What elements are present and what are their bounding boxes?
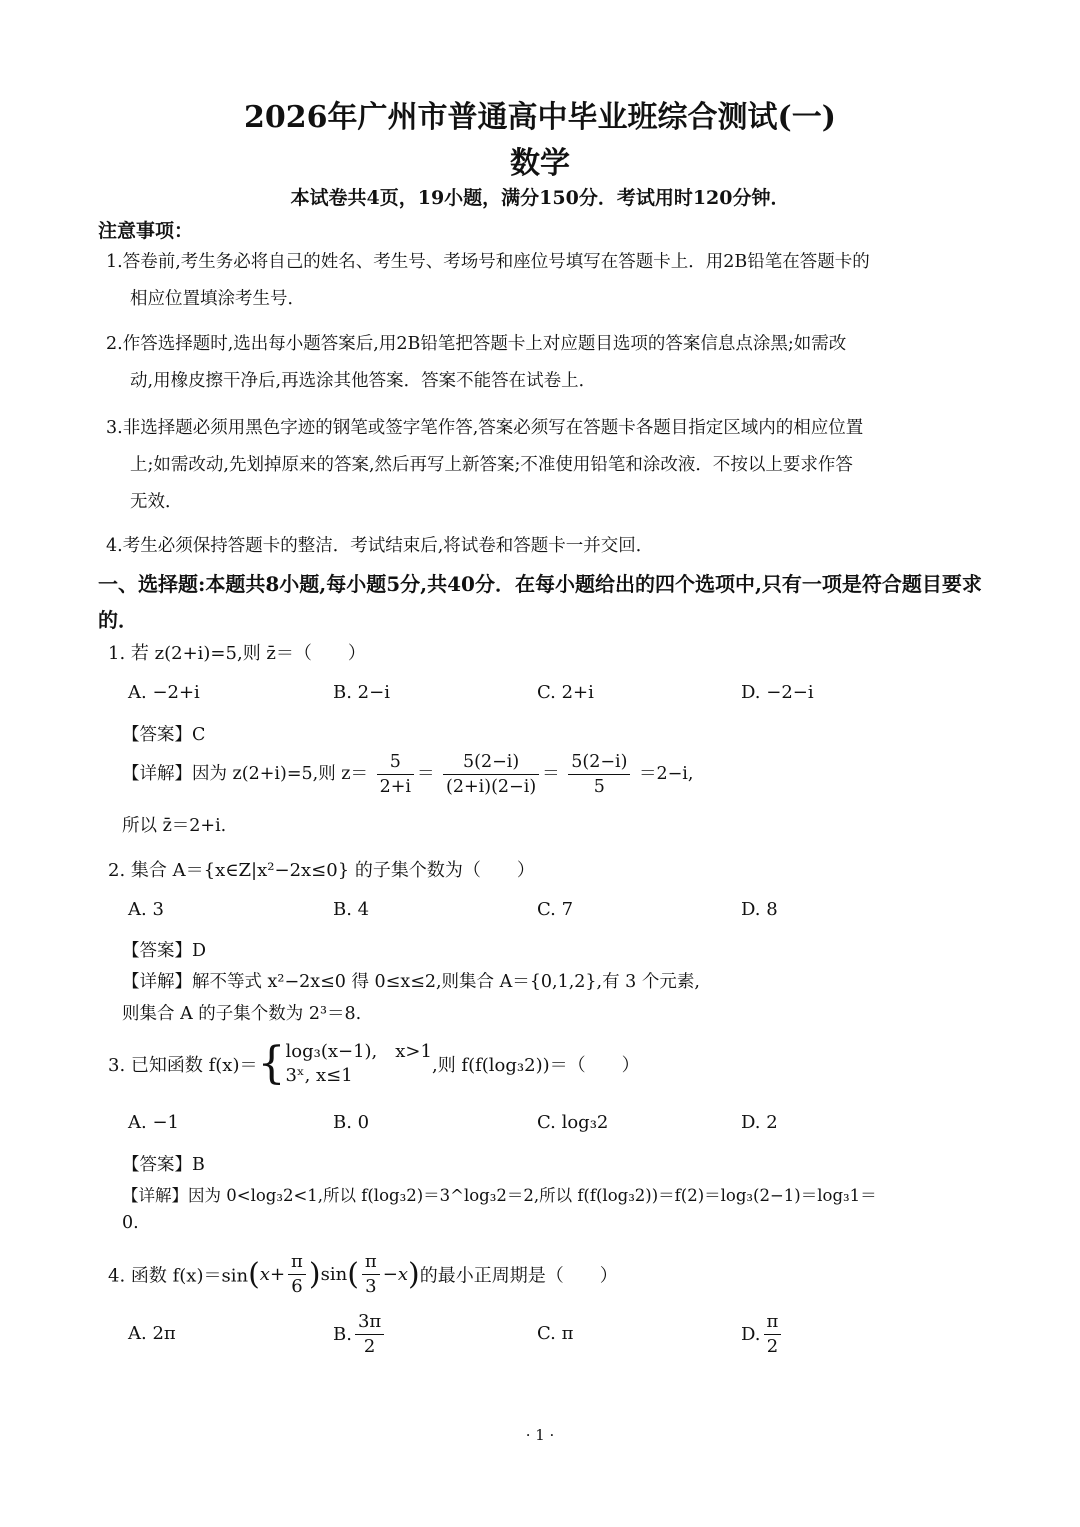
q3-stem-prefix: 3. 已知函数 f(x)＝ (108, 1055, 258, 1076)
notice-item-2-line1: 2.作答选择题时,选出每小题答案后,用2B铅笔把答题卡上对应题目选项的答案信息点涂黑;如需改 (106, 334, 847, 354)
question-3-option-b: B. 0 (333, 1112, 370, 1133)
q1-f2-num: 5(2−i) (443, 752, 539, 775)
question-2-option-c: C. 7 (537, 899, 574, 920)
q4-a-den: 6 (291, 1276, 303, 1297)
notice-item-2 (106, 326, 986, 400)
q3-stem-suffix: ,则 f(f(log₃2))＝（ ） (431, 1055, 640, 1076)
q4-a-num: π (288, 1252, 306, 1275)
q1-f2-den: (2+i)(2−i) (446, 777, 537, 797)
question-2-option-b: B. 4 (333, 899, 370, 920)
notice-item-3-line2: 上;如需改动,先划掉原来的答案,然后再写上新答案;不准使用铅笔和涂改液．不按以上要求作答 (130, 455, 853, 475)
q4-fraction-b (362, 1252, 380, 1297)
question-1-option-d: D. −2−i (741, 682, 814, 703)
question-2-detail-line2: 则集合 A 的子集个数为 2³＝8. (122, 1004, 362, 1024)
question-1-option-a: A. −2+i (128, 682, 200, 703)
q4-option-b-fraction (355, 1312, 384, 1357)
q4-optd-den: 2 (766, 1336, 779, 1357)
q4-stem-prefix: 4. 函数 f(x)＝sin (108, 1265, 249, 1287)
notice-item-3-line1: 3.非选择题必须用黑色字迹的钢笔或签字笔作答,答案必须写在答题卡各题目指定区域内的相应位置 (106, 418, 864, 438)
q4-optd-num: π (764, 1312, 782, 1335)
q1-f1-den: 2+i (379, 777, 411, 797)
q1-detail-prefix: 【详解】因为 z(2+i)=5,则 z＝ (122, 764, 368, 784)
question-3-stem (108, 1040, 640, 1088)
notice-item-1-line2: 相应位置填涂考生号． (130, 289, 305, 309)
question-1-detail: 【详解】因为 z(2+i)=5,则 z＝ $\frac{5}{2+i}$ ＝ $\frac{5(2-i)}{(2+i)(2-i)}$ ＝ $\frac{5(2-i)}{5}$ ＝2−i, (122, 752, 694, 797)
notice-item-1-line1: 1.答卷前,考生务必将自己的姓名、考生号、考场号和座位号填写在答题卡上．用2B铅笔在答题卡的 (106, 252, 870, 272)
q4-optb-num: 3π (355, 1312, 384, 1335)
notice-item-2-line2: 动,用橡皮擦干净后,再选涂其他答案．答案不能答在试卷上． (130, 371, 597, 391)
question-3-detail-line2: 0. (122, 1213, 139, 1233)
question-4-option-b (333, 1312, 387, 1357)
notice-item-4 (106, 528, 986, 565)
q4-option-b-label: B. (333, 1324, 352, 1345)
q4-b-den: 3 (365, 1276, 377, 1297)
question-4-option-c: C. π (537, 1323, 574, 1344)
q1-f1-num: 5 (377, 752, 414, 775)
q4-option-d-label: D. (741, 1324, 761, 1345)
exam-info: 本试卷共4页，19小题，满分150分．考试用时120分钟． (290, 187, 790, 209)
question-2-stem: 2. 集合 A＝{x∈Z|x²−2x≤0} 的子集个数为（ ） (108, 860, 535, 881)
question-1-stem: 1. 若 z(2+i)=5,则 z̄＝（ ） (108, 643, 366, 664)
q1-fraction-3 (568, 752, 630, 797)
question-1-detail-line2: 所以 z̄＝2+i. (122, 816, 227, 836)
question-3-option-d: D. 2 (741, 1112, 778, 1133)
question-4-stem: 4. 函数 f(x)＝sin(x+ $\frac{\pi}{6}$ )sin( $\frac{\pi}{3}$ −x)的最小正周期是（ ） (108, 1251, 618, 1297)
q3-piecewise (285, 1040, 431, 1088)
q4-optb-den: 2 (363, 1336, 376, 1357)
question-4-option-d (741, 1312, 784, 1357)
q3-case-1: log₃(x−1), x>1 (285, 1041, 432, 1062)
section-1-heading: 一、选择题:本题共8小题,每小题5分,共40分．在每小题给出的四个选项中,只有一项是符合题目要求的． (98, 572, 982, 632)
notice-item-3 (106, 410, 986, 521)
q1-detail-suffix: ＝2−i, (639, 764, 694, 784)
q4-option-d-fraction (764, 1312, 782, 1357)
notice-item-3-line3: 无效． (130, 492, 183, 512)
q1-fraction-2 (443, 752, 539, 797)
q4-stem-suffix: 的最小正周期是（ ） (419, 1265, 618, 1287)
q4-fraction-a (288, 1252, 306, 1297)
q1-f3-den: 5 (593, 777, 605, 797)
question-2-option-a: A. 3 (128, 899, 164, 920)
page-number: · 1 · (525, 1426, 555, 1444)
notice-heading: 注意事项： (98, 220, 194, 242)
question-4-option-a: A. 2π (128, 1323, 176, 1344)
q3-case-2: 3ˣ, x≤1 (285, 1065, 353, 1086)
subject-title: 数学 (510, 146, 570, 181)
q1-f3-num: 5(2−i) (568, 752, 630, 775)
q4-b-num: π (362, 1252, 380, 1275)
exam-title: 2026年广州市普通高中毕业班综合测试(一) (244, 100, 836, 135)
question-3-option-c: C. log₃2 (537, 1112, 609, 1133)
notice-item-1 (106, 244, 986, 318)
question-3-option-a: A. −1 (128, 1112, 179, 1133)
question-2-answer: 【答案】D (122, 941, 207, 961)
notice-item-4-line1: 4.考生必须保持答题卡的整洁．考试结束后,将试卷和答题卡一并交回． (106, 536, 654, 556)
question-2-detail-line1: 【详解】解不等式 x²−2x≤0 得 0≤x≤2,则集合 A＝{0,1,2},有 3 个元素, (122, 972, 700, 992)
question-2-option-d: D. 8 (741, 899, 778, 920)
question-3-answer: 【答案】B (122, 1155, 205, 1175)
question-1-option-c: C. 2+i (537, 682, 594, 703)
question-3-detail-line1: 【详解】因为 0<log₃2<1,所以 f(log₃2)＝3^log₃2＝2,所以 f(f(log₃2))＝f(2)＝log₃(2−1)＝log₃1＝ (122, 1186, 877, 1205)
question-1-answer: 【答案】C (122, 725, 206, 745)
question-1-option-b: B. 2−i (333, 682, 390, 703)
q3-brace: { (257, 1038, 286, 1089)
q1-fraction-1 (377, 752, 414, 797)
